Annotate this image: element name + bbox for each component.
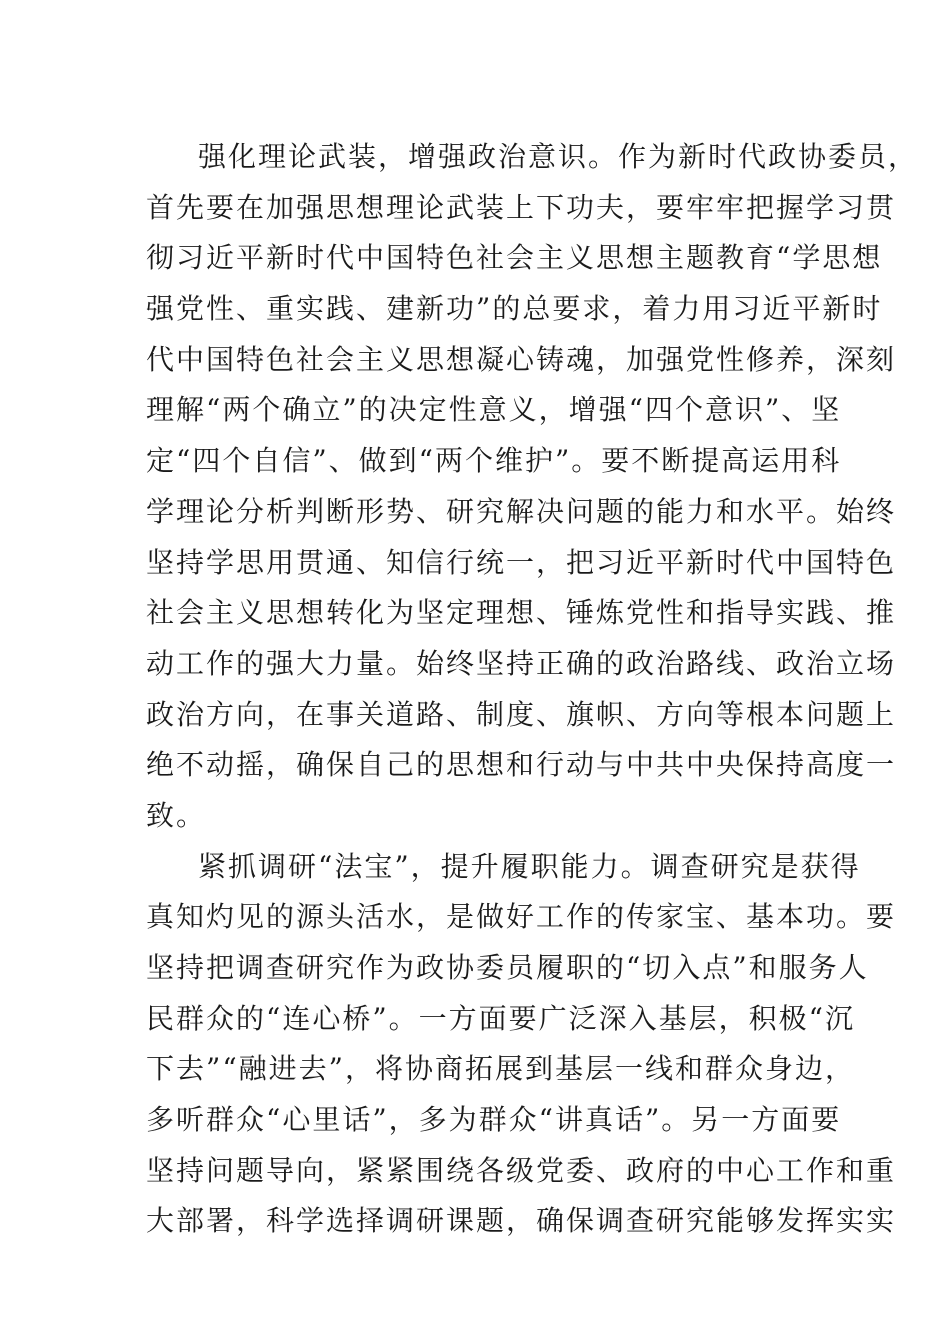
document-body <box>146 132 919 1247</box>
text-line: 坚持问题导向，紧紧围绕各级党委、政府的中心工作和重 <box>146 1153 897 1187</box>
text-line: 大部署，科学选择调研课题，确保调查研究能够发挥实实 <box>146 1204 897 1238</box>
text-line: 定“四个自信”、做到“两个维护”。要不断提高运用科 <box>146 444 842 478</box>
text-line: 强化理论武装，增强政治意识。作为新时代政协委员， <box>198 140 919 173</box>
text-line: 紧抓调研“法宝”，提升履职能力。调查研究是获得 <box>198 849 861 883</box>
text-line: 致。 <box>146 798 207 832</box>
text-line: 绝不动摇，确保自己的思想和行动与中共中央保持高度一 <box>146 748 897 782</box>
text-line: 政治方向，在事关道路、制度、旗帜、方向等根本问题上 <box>146 697 897 731</box>
text-line: 首先要在加强思想理论武装上下功夫，要牢牢把握学习贯 <box>146 190 897 224</box>
text-line: 动工作的强大力量。始终坚持正确的政治路线、政治立场 <box>146 646 897 680</box>
text-line: 代中国特色社会主义思想凝心铸魂，加强党性修养，深刻 <box>146 342 897 376</box>
text-line: 坚持把调查研究作为政协委员履职的“切入点”和服务人 <box>146 951 869 984</box>
text-line: 坚持学思用贯通、知信行统一，把习近平新时代中国特色 <box>146 545 897 579</box>
text-line: 多听群众“心里话”，多为群众“讲真话”。另一方面要 <box>146 1103 842 1137</box>
text-line: 下去”“融进去”，将协商拓展到基层一线和群众身边， <box>146 1052 855 1086</box>
text-line: 社会主义思想转化为坚定理想、锤炼党性和指导实践、推 <box>146 596 897 630</box>
paragraph-1 <box>146 132 919 842</box>
paragraph-2 <box>146 842 897 1248</box>
text-line: 真知灼见的源头活水，是做好工作的传家宝、基本功。要 <box>146 900 897 934</box>
text-line: 理解“两个确立”的决定性意义，增强“四个意识”、坚 <box>146 393 842 427</box>
text-line: 学理论分析判断形势、研究解决问题的能力和水平。始终 <box>146 494 897 528</box>
text-line: 彻习近平新时代中国特色社会主义思想主题教育“学思想 <box>146 241 883 275</box>
text-line: 民群众的“连心桥”。一方面要广泛深入基层，积极“沉 <box>146 1001 855 1035</box>
text-line: 强党性、重实践、建新功”的总要求，着力用习近平新时 <box>146 292 883 326</box>
